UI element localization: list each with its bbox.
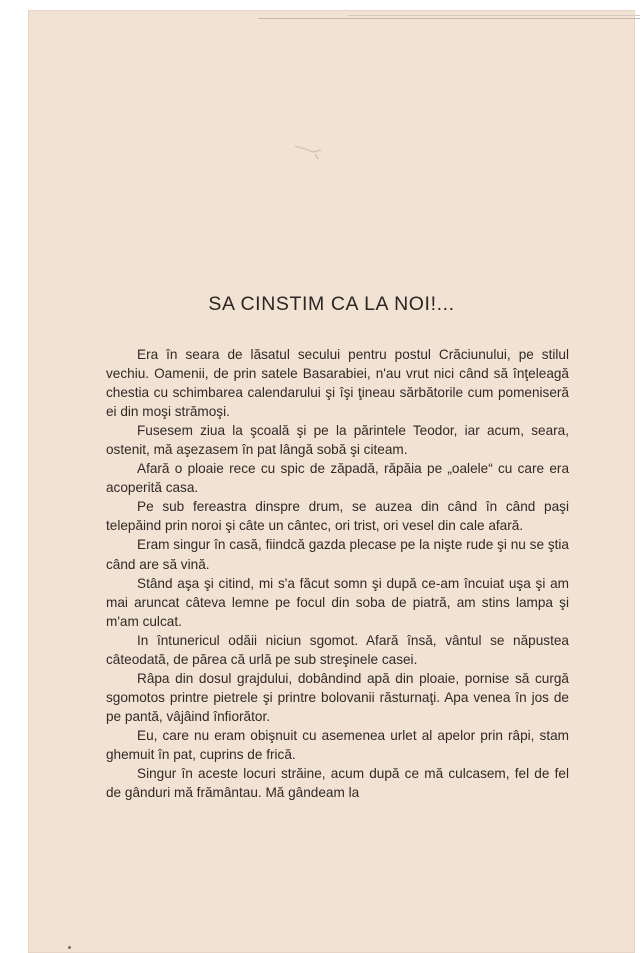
body-text	[106, 345, 569, 802]
paragraph: Pe sub fereastra dinspre drum, se auzea din când în când paşi telepăind prin noroi şi câte un cântec, ori trist, ori vesel din cale afară.	[106, 499, 569, 534]
page-edge-line-secondary	[348, 15, 640, 16]
paragraph: In întunericul odăii niciun sgomot. Afară însă, vântul se năpustea câteodată, de părea că urlă pe sub streşinele casei.	[106, 632, 569, 667]
paper-stain-mark	[293, 140, 325, 162]
paragraph: Râpa din dosul grajdului, dobândind apă din ploaie, pornise să curgă sgomotos printre pietrele şi printre bolovanii răsturnaţi. Apa venea în jos de pe pantă, vâjâind înfiorător.	[106, 670, 569, 724]
chapter-title: SA CINSTIM CA LA NOI!...	[208, 293, 455, 315]
paragraph: Stând aşa şi citind, mi s'a făcut somn şi după ce-am încuiat uşa şi am mai aruncat câteva lemne pe focul din soba de piatră, am stins lampa şi m'am culcat.	[106, 575, 569, 629]
paragraph: Era în seara de lăsatul secului pentru postul Crăciunului, pe stilul vechiu. Oamenii, de prin satele Basarabiei, n'au vrut nici când să înţeleagă chestia cu schimbarea calendarului şi îşi ţineau sărbătorile cum pomeniseră ei din moşi strămoşi.	[106, 347, 569, 420]
paragraph: Eram singur în casă, fiindcă gazda plecase pe la nişte rude şi nu se ştia când are să vină.	[106, 537, 569, 572]
paragraph: Eu, care nu eram obişnuit cu asemenea urlet al apelor prin râpi, stam ghemuit în pat, cuprins de frică.	[106, 727, 569, 762]
paragraph: Singur în aceste locuri străine, acum după ce mă culcasem, fel de fel de gânduri mă frământau. Mă gândeam la	[106, 766, 569, 801]
page-edge-line	[258, 18, 640, 19]
book-page	[28, 10, 635, 953]
page-speck	[68, 946, 71, 949]
paragraph: Fusesem ziua la şcoală şi pe la părintele Teodor, iar acum, seara, ostenit, mă aşezasem în pat lângă sobă şi citeam.	[106, 423, 569, 458]
paragraph: Afară o ploaie rece cu spic de zăpadă, răpăia pe „oalele“ cu care era acoperită casa.	[106, 461, 569, 496]
